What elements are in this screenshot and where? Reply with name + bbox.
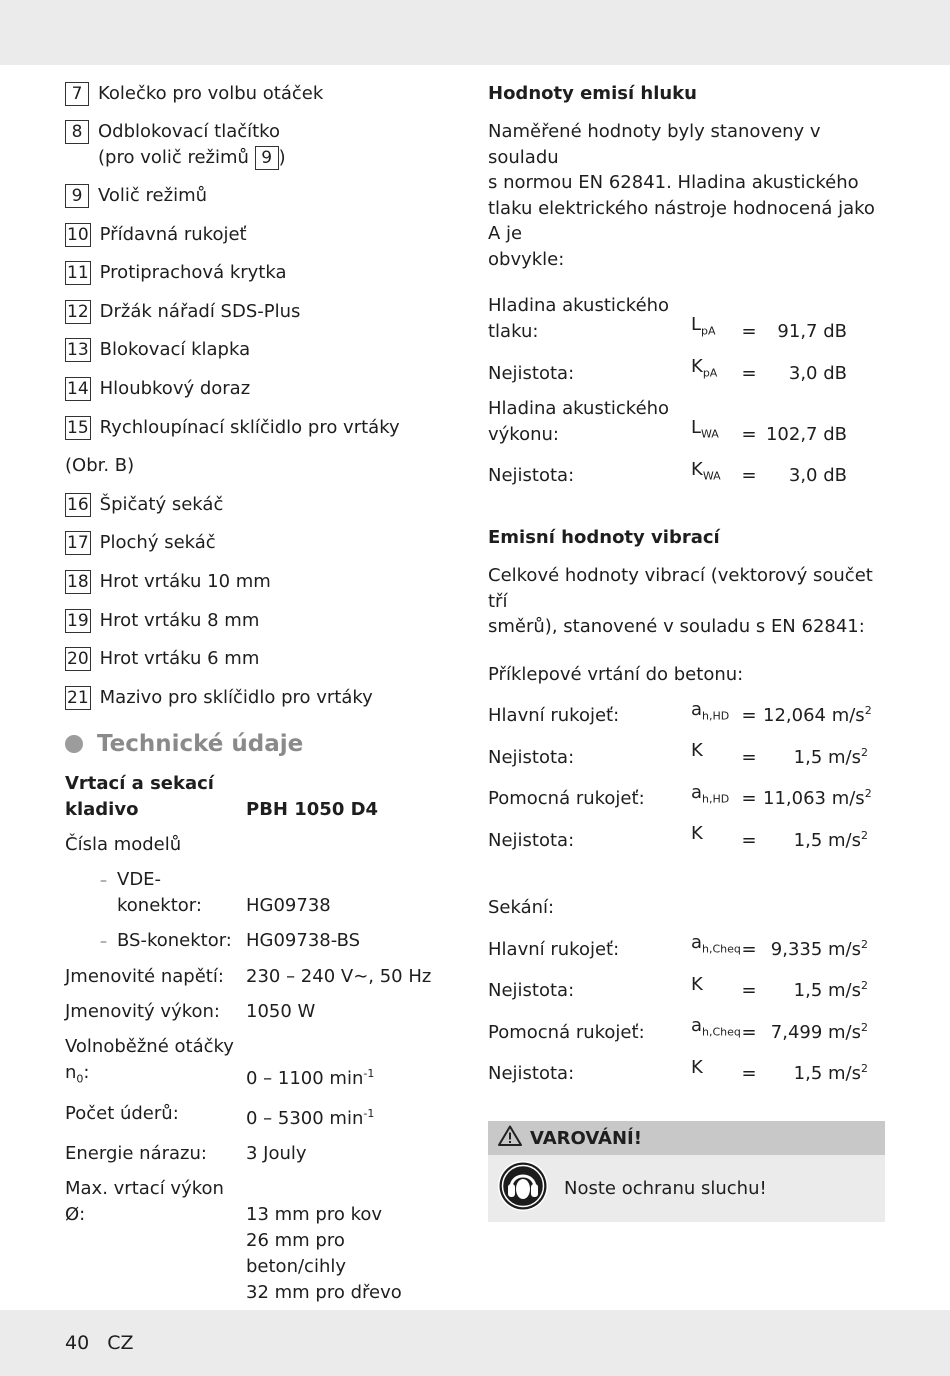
measure-symbol: K xyxy=(691,973,703,995)
spec-row-energy xyxy=(65,1141,450,1167)
measure-label: Nejistota: xyxy=(488,980,575,1002)
measure-symbol: K xyxy=(691,823,703,845)
part-label: Volič režimů xyxy=(98,185,208,206)
warning-title: VAROVÁNÍ! xyxy=(530,1127,642,1149)
part-number: 14 xyxy=(67,378,89,399)
part-item-12 xyxy=(65,299,450,325)
drill-heading: Příklepové vrtání do betonu: xyxy=(488,663,744,685)
part-item-15 xyxy=(65,415,450,441)
language-code: CZ xyxy=(107,1332,134,1354)
part-number: 13 xyxy=(67,340,89,361)
measure-symbol: $a_{h,Cheq}$ xyxy=(691,932,741,956)
measure-symbol: K xyxy=(691,1056,703,1078)
measure-label: Nejistota: xyxy=(488,1063,575,1085)
measure-value: 102,7 dB xyxy=(765,423,847,445)
warning-header xyxy=(488,1121,885,1155)
part-label: Hrot vrtáku 10 mm xyxy=(99,570,271,592)
part-label-line2: (pro volič režimů 9 ) xyxy=(98,147,286,168)
spec-value: 230 – 240 V∼, 50 Hz xyxy=(246,965,432,987)
spec-label: Počet úderů: xyxy=(65,1103,179,1125)
spec-label: – BS-konektor: xyxy=(100,929,232,951)
equals-sign: = xyxy=(741,705,757,727)
measure-symbol: $L_{pA}$ xyxy=(691,314,716,338)
measure-value: 3,0 dB xyxy=(788,362,847,384)
measure-symbol: $a_{h,Cheq}$ xyxy=(691,1015,741,1039)
part-ref-number: 9 xyxy=(255,146,279,170)
part-number: 7 xyxy=(65,82,89,106)
spec-label: Jmenovitý výkon: xyxy=(65,1000,220,1022)
part-item-16 xyxy=(65,492,450,518)
part-label: Držák nářadí SDS-Plus xyxy=(99,300,301,322)
spec-value: 13 mm pro kov 26 mm pro beton/cihly 32 mm pro dřevo xyxy=(246,1204,402,1304)
part-item-18 xyxy=(65,569,450,595)
warning-body xyxy=(488,1155,885,1222)
section-heading xyxy=(65,731,450,757)
equals-sign: = xyxy=(741,362,757,384)
measure-label: Nejistota: xyxy=(488,746,575,768)
spec-value: 0 – 1100 $\min^{-1}$ xyxy=(246,1067,375,1090)
drill-vibration-table xyxy=(488,697,885,854)
spec-label: Max. vrtací výkon Ø: xyxy=(65,1178,224,1226)
measure-label: Hlavní rukojeť: xyxy=(488,705,620,727)
equals-sign: = xyxy=(741,788,757,810)
vibration-row xyxy=(488,930,885,963)
equals-sign: = xyxy=(741,423,757,445)
measure-label: Nejistota: xyxy=(488,465,575,487)
part-item-8 xyxy=(65,119,450,171)
part-label: Rychloupínací sklíčidlo pro vrtáky xyxy=(99,416,400,438)
part-item-7 xyxy=(65,81,450,107)
noise-table xyxy=(488,293,885,489)
measure-value: 12,064 $m/s^2$ xyxy=(763,704,872,727)
spec-value: 3 Jouly xyxy=(246,1143,307,1165)
part-label: Hloubkový doraz xyxy=(99,377,251,399)
equals-sign: = xyxy=(741,1021,757,1043)
spec-row-product xyxy=(65,771,450,823)
section-title: Technické údaje xyxy=(97,730,304,757)
vibration-row xyxy=(488,738,885,771)
noise-row-kwa xyxy=(488,457,885,490)
part-item-19 xyxy=(65,608,450,634)
part-number: 15 xyxy=(67,417,89,438)
vibration-row xyxy=(488,780,885,813)
measure-symbol: $a_{h,HD}$ xyxy=(691,698,730,723)
measure-value: 91,7 dB xyxy=(777,321,847,342)
part-number: 17 xyxy=(67,533,89,554)
measure-symbol: $K_{pA}$ xyxy=(691,356,718,380)
equals-sign: = xyxy=(741,980,757,1002)
page-number: 40 xyxy=(65,1332,90,1354)
part-number: 12 xyxy=(67,301,89,322)
warning-text: Noste ochranu sluchu! xyxy=(564,1178,767,1200)
part-number: 18 xyxy=(67,571,89,592)
measure-label: Pomocná rukojeť: xyxy=(488,1021,645,1043)
part-item-13 xyxy=(65,337,450,363)
spec-value: HG09738 xyxy=(246,894,331,916)
spec-row-power xyxy=(65,999,450,1025)
spec-label: Energie nárazu: xyxy=(65,1143,207,1165)
part-number: 8 xyxy=(65,120,89,144)
measure-value: 1,5 $m/s^2$ xyxy=(793,1062,868,1085)
part-item-11 xyxy=(65,260,450,286)
right-column xyxy=(488,81,885,1222)
vibration-row xyxy=(488,1055,885,1088)
spec-row-idle-speed xyxy=(65,1034,450,1093)
measure-label: Hlavní rukojeť: xyxy=(488,938,620,960)
noise-row-kpa xyxy=(488,354,885,387)
model-name: PBH 1050 D4 xyxy=(246,798,379,820)
part-number: 16 xyxy=(67,494,89,515)
noise-row-lwa xyxy=(488,396,885,448)
part-number: 11 xyxy=(67,263,89,284)
part-label: Hrot vrtáku 8 mm xyxy=(99,609,260,631)
spec-row-impacts xyxy=(65,1101,450,1132)
part-item-17 xyxy=(65,530,450,556)
figure-b-label: (Obr. B) xyxy=(65,455,135,477)
part-item-10 xyxy=(65,222,450,248)
spec-label: Jmenovité napětí: xyxy=(65,965,224,987)
spec-row-voltage xyxy=(65,964,450,990)
part-number: 10 xyxy=(67,224,89,245)
top-band xyxy=(0,0,950,65)
vibration-row xyxy=(488,1013,885,1046)
vibration-heading: Emisní hodnoty vibrací xyxy=(488,527,720,549)
measure-value: 1,5 $m/s^2$ xyxy=(793,745,868,768)
part-label: Špičatý sekáč xyxy=(99,493,224,515)
part-label: Plochý sekáč xyxy=(99,532,216,554)
noise-heading: Hodnoty emisí hluku xyxy=(488,83,697,104)
part-item-20 xyxy=(65,646,450,672)
left-column xyxy=(65,81,450,1306)
measure-value: 1,5 $m/s^2$ xyxy=(793,979,868,1002)
chisel-vibration-table xyxy=(488,930,885,1087)
part-number: 9 xyxy=(65,184,89,208)
vibration-row xyxy=(488,972,885,1005)
spec-label: – VDE- konektor: xyxy=(100,868,202,916)
measure-symbol: $L_{WA}$ xyxy=(691,417,719,441)
measure-value: 3,0 dB xyxy=(788,465,847,487)
spec-table xyxy=(65,771,450,1307)
measure-symbol: K xyxy=(691,740,703,762)
equals-sign: = xyxy=(741,830,757,852)
equals-sign: = xyxy=(741,746,757,768)
noise-intro: Naměřené hodnoty byly stanoveny v souladu s normou EN 62841. Hladina akustického tlaku elektrického nástroje hodnocená jako A je obvykle: xyxy=(488,121,875,270)
spec-row-model-numbers xyxy=(65,832,450,858)
spec-value: HG09738-BS xyxy=(246,929,361,951)
measure-value: 1,5 $m/s^2$ xyxy=(793,829,868,852)
measure-symbol: $K_{WA}$ xyxy=(691,458,721,483)
page-footer xyxy=(65,1332,134,1354)
vibration-row xyxy=(488,821,885,854)
part-label: Kolečko pro volbu otáček xyxy=(98,83,324,104)
part-item-9 xyxy=(65,183,450,209)
part-number: 21 xyxy=(67,687,89,708)
measure-label: Nejistota: xyxy=(488,362,575,384)
part-number: 19 xyxy=(67,610,89,631)
part-number: 20 xyxy=(67,649,89,670)
measure-label: Hladina akustického výkonu: xyxy=(488,397,670,445)
product-name: Vrtací a sekací kladivo xyxy=(65,772,214,820)
measure-value: 9,335 $m/s^2$ xyxy=(770,937,868,960)
equals-sign: = xyxy=(741,938,757,960)
equals-sign: = xyxy=(741,1063,757,1085)
measure-value: 7,499 $m/s^2$ xyxy=(770,1020,868,1043)
spec-label: Volnoběžné otáčky $n_0$: xyxy=(65,1035,234,1086)
bullet-icon xyxy=(65,735,83,753)
spec-value: 1050 W xyxy=(246,1000,316,1022)
part-label: Mazivo pro sklíčidlo pro vrtáky xyxy=(99,686,373,708)
measure-symbol: $a_{h,HD}$ xyxy=(691,781,730,806)
part-label: Odblokovací tlačítko xyxy=(98,121,280,142)
vibration-row xyxy=(488,697,885,730)
part-label: Přídavná rukojeť xyxy=(99,223,247,245)
spec-label: Čísla modelů xyxy=(65,833,182,855)
part-label: Hrot vrtáku 6 mm xyxy=(99,648,260,670)
vibration-intro: Celkové hodnoty vibrací (vektorový součet tří směrů), stanovené v souladu s EN 62841: xyxy=(488,565,873,638)
spec-value: 0 – 5300 $\min^{-1}$ xyxy=(246,1107,375,1130)
noise-row-lpa xyxy=(488,293,885,345)
bottom-band xyxy=(0,1310,950,1376)
part-label: Protiprachová krytka xyxy=(99,262,287,284)
part-label: Blokovací klapka xyxy=(99,339,251,361)
measure-label: Hladina akustického tlaku: xyxy=(488,295,670,342)
spec-row-vde xyxy=(65,867,450,919)
warning-triangle-icon xyxy=(498,1125,522,1151)
equals-sign: = xyxy=(741,321,757,342)
warning-box xyxy=(488,1121,885,1222)
part-item-14 xyxy=(65,376,450,402)
spec-row-bs xyxy=(65,928,450,955)
spec-row-drill-capacity xyxy=(65,1176,450,1306)
measure-value: 11,063 $m/s^2$ xyxy=(763,787,872,810)
measure-label: Nejistota: xyxy=(488,830,575,852)
part-item-21 xyxy=(65,685,450,711)
ear-protection-icon xyxy=(497,1160,549,1217)
measure-label: Pomocná rukojeť: xyxy=(488,788,645,810)
equals-sign: = xyxy=(741,465,757,487)
chisel-heading: Sekání: xyxy=(488,897,555,919)
